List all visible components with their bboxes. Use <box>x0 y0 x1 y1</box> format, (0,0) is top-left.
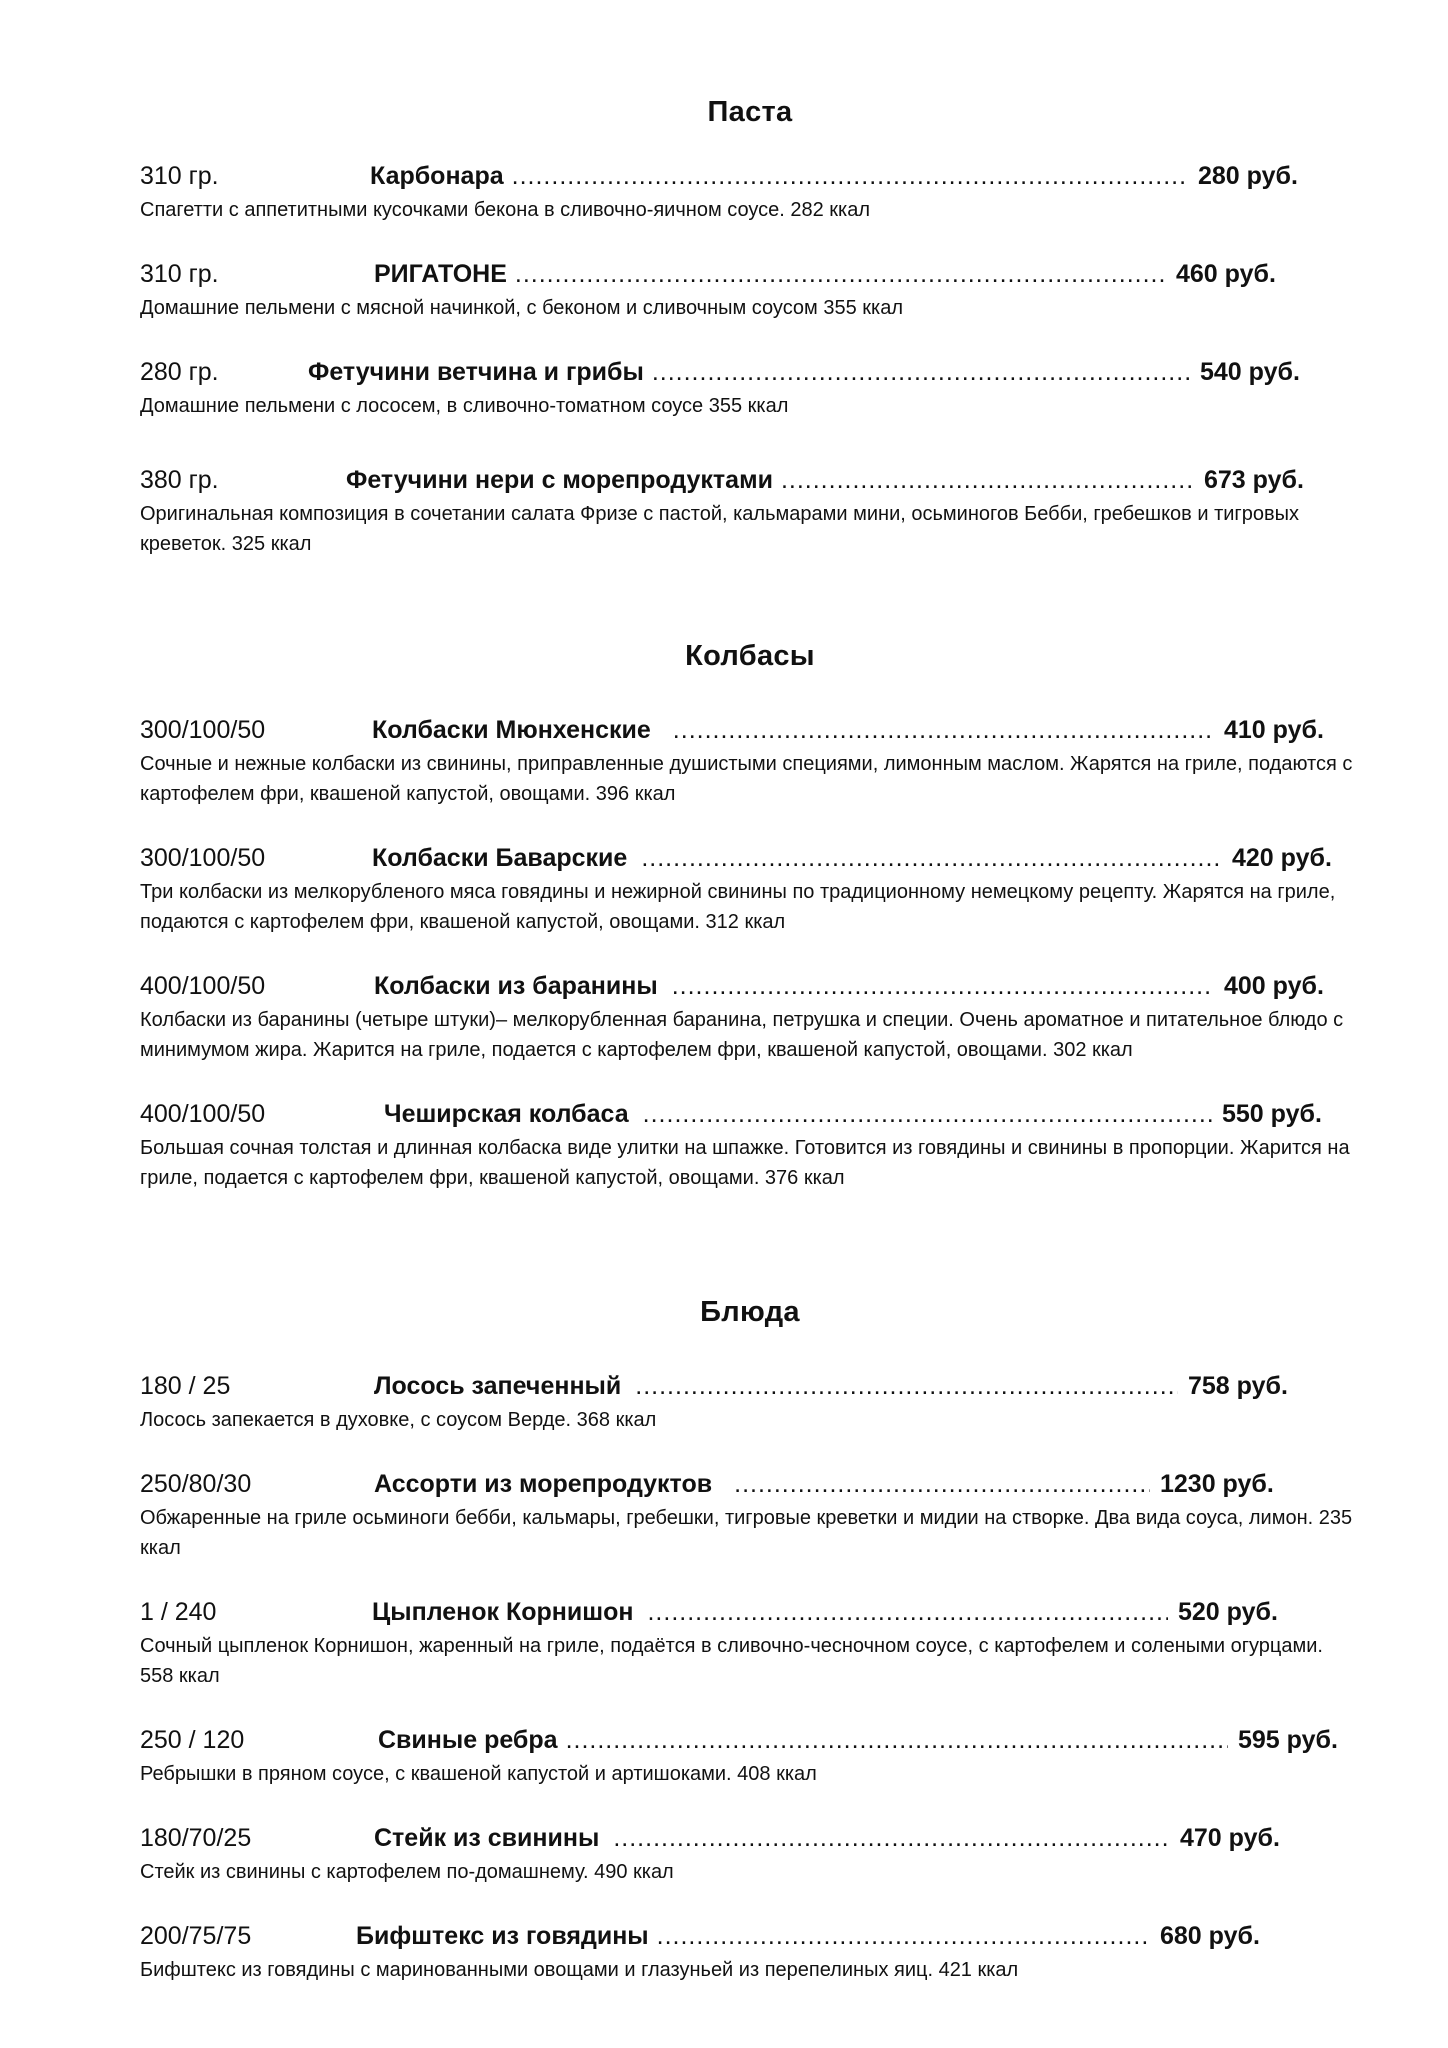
item-name: Цыпленок Корнишон <box>372 1598 634 1626</box>
item-description: Стейк из свинины с картофелем по-домашнему. 490 ккал <box>140 1861 674 1883</box>
section-pasta <box>140 96 1360 589</box>
dot-leader <box>613 1819 1170 1857</box>
item-name: Колбаски из баранины <box>374 972 658 1000</box>
menu-item <box>140 1095 1360 1193</box>
item-price: 400 руб. <box>1224 972 1324 1000</box>
item-weight: 1 / 240 <box>140 1598 217 1626</box>
dot-leader <box>643 1095 1212 1133</box>
dot-leader <box>647 1593 1168 1631</box>
item-name: Чеширская колбаса <box>384 1100 629 1128</box>
menu-item <box>140 353 1360 421</box>
item-weight: 250/80/30 <box>140 1470 252 1498</box>
item-price: 680 руб. <box>1160 1922 1260 1950</box>
section-title: Колбасы <box>685 640 815 672</box>
item-name: Свиные ребра <box>378 1726 558 1754</box>
item-name: Фетучини нери с морепродуктами <box>346 466 773 494</box>
dot-leader <box>734 1465 1150 1503</box>
item-price: 758 руб. <box>1188 1372 1288 1400</box>
menu-item <box>140 1721 1360 1789</box>
dot-leader <box>641 839 1222 877</box>
item-price: 470 руб. <box>1180 1824 1280 1852</box>
item-name: Карбонара <box>370 162 504 190</box>
item-weight: 300/100/50 <box>140 716 266 744</box>
item-price: 550 руб. <box>1222 1100 1322 1128</box>
item-description: Домашние пельмени с лососем, в сливочно-томатном соусе 355 ккал <box>140 395 789 417</box>
item-price: 540 руб. <box>1200 358 1300 386</box>
section-dishes <box>140 1296 1360 2015</box>
item-name: Ассорти из морепродуктов <box>374 1470 713 1498</box>
menu-item <box>140 461 1360 559</box>
item-price: 460 руб. <box>1176 260 1276 288</box>
item-description: Оригинальная композиция в сочетании салата Фризе с пастой, кальмарами мини, осьминогов Бебби, гребешков и тигровых креветок. 325 ккал <box>140 503 1299 555</box>
dot-leader <box>673 711 1214 749</box>
item-weight: 300/100/50 <box>140 844 266 872</box>
item-weight: 400/100/50 <box>140 972 266 1000</box>
item-name: Колбаски Баварские <box>372 844 628 872</box>
menu-item <box>140 1593 1360 1691</box>
item-price: 595 руб. <box>1238 1726 1338 1754</box>
item-weight: 310 гр. <box>140 260 219 288</box>
dot-leader <box>652 353 1190 391</box>
item-weight: 250 / 120 <box>140 1726 245 1754</box>
menu-item <box>140 255 1360 323</box>
menu-item <box>140 1465 1360 1563</box>
menu-item <box>140 157 1360 225</box>
dot-leader <box>781 461 1194 499</box>
item-description: Большая сочная толстая и длинная колбаска виде улитки на шпажке. Готовится из говядины и свинины в пропорции. Жарится на гриле, подается с картофелем фри, квашеной капустой, овощами. 376 ккал <box>140 1137 1350 1189</box>
item-weight: 180/70/25 <box>140 1824 252 1852</box>
dot-leader <box>635 1367 1178 1405</box>
item-description: Три колбаски из мелкорубленого мяса говядины и нежирной свинины по традиционному немецкому рецепту. Жарятся на гриле, подаются с картофелем фри, квашеной капустой, овощами. 312 ккал <box>140 881 1336 933</box>
item-description: Лосось запекается в духовке, с соусом Верде. 368 ккал <box>140 1409 657 1431</box>
dot-leader <box>672 967 1214 1005</box>
menu-item <box>140 711 1360 809</box>
item-weight: 400/100/50 <box>140 1100 266 1128</box>
item-name: Фетучини ветчина и грибы <box>308 358 644 386</box>
section-title: Блюда <box>700 1296 800 1328</box>
menu-item <box>140 839 1360 937</box>
section-sausages <box>140 640 1360 1223</box>
dot-leader <box>566 1721 1228 1759</box>
item-price: 673 руб. <box>1204 466 1304 494</box>
item-description: Ребрышки в пряном соусе, с квашеной капустой и артишоками. 408 ккал <box>140 1763 817 1785</box>
menu-item <box>140 1917 1360 1985</box>
item-price: 520 руб. <box>1178 1598 1278 1626</box>
section-title: Паста <box>707 96 793 128</box>
item-price: 1230 руб. <box>1160 1470 1274 1498</box>
item-name: Лосось запеченный <box>374 1372 622 1400</box>
menu-item <box>140 967 1360 1065</box>
item-weight: 180 / 25 <box>140 1372 231 1400</box>
item-weight: 310 гр. <box>140 162 219 190</box>
item-description: Колбаски из баранины (четыре штуки)– мелкорубленная баранина, петрушка и специи. Очень ароматное и питательное блюдо с минимумом жира. Жарится на гриле, подается с картофелем фри, квашеной капустой, овощами. 302 ккал <box>140 1009 1344 1061</box>
item-price: 420 руб. <box>1232 844 1332 872</box>
item-description: Сочный цыпленок Корнишон, жаренный на гриле, подаётся в сливочно-чесночном соусе, с картофелем и солеными огурцами. 558 ккал <box>140 1635 1323 1687</box>
menu-item <box>140 1819 1360 1887</box>
item-description: Бифштекс из говядины с маринованными овощами и глазуньей из перепелиных яиц. 421 ккал <box>140 1959 1019 1981</box>
item-name: Колбаски Мюнхенские <box>372 716 651 744</box>
item-description: Домашние пельмени с мясной начинкой, с беконом и сливочным соусом 355 ккал <box>140 297 904 319</box>
item-name: Бифштекс из говядины <box>356 1922 649 1950</box>
item-description: Спагетти с аппетитными кусочками бекона в сливочно-яичном соусе. 282 ккал <box>140 199 871 221</box>
item-weight: 200/75/75 <box>140 1922 252 1950</box>
item-price: 410 руб. <box>1224 716 1324 744</box>
item-name: Стейк из свинины <box>374 1824 600 1852</box>
item-weight: 380 гр. <box>140 466 219 494</box>
item-weight: 280 гр. <box>140 358 219 386</box>
item-name: РИГАТОНЕ <box>374 260 507 288</box>
dot-leader <box>657 1917 1150 1955</box>
dot-leader <box>515 255 1166 293</box>
menu-item <box>140 1367 1360 1435</box>
item-description: Обжаренные на гриле осьминоги бебби, кальмары, гребешки, тигровые креветки и мидии на створке. Два вида соуса, лимон. 235 ккал <box>140 1507 1353 1559</box>
item-price: 280 руб. <box>1198 162 1298 190</box>
item-description: Сочные и нежные колбаски из свинины, приправленные душистыми специями, лимонным маслом. Жарятся на гриле, подаются с картофелем фри, квашеной капустой, овощами. 396 ккал <box>140 753 1353 805</box>
dot-leader <box>512 157 1188 195</box>
